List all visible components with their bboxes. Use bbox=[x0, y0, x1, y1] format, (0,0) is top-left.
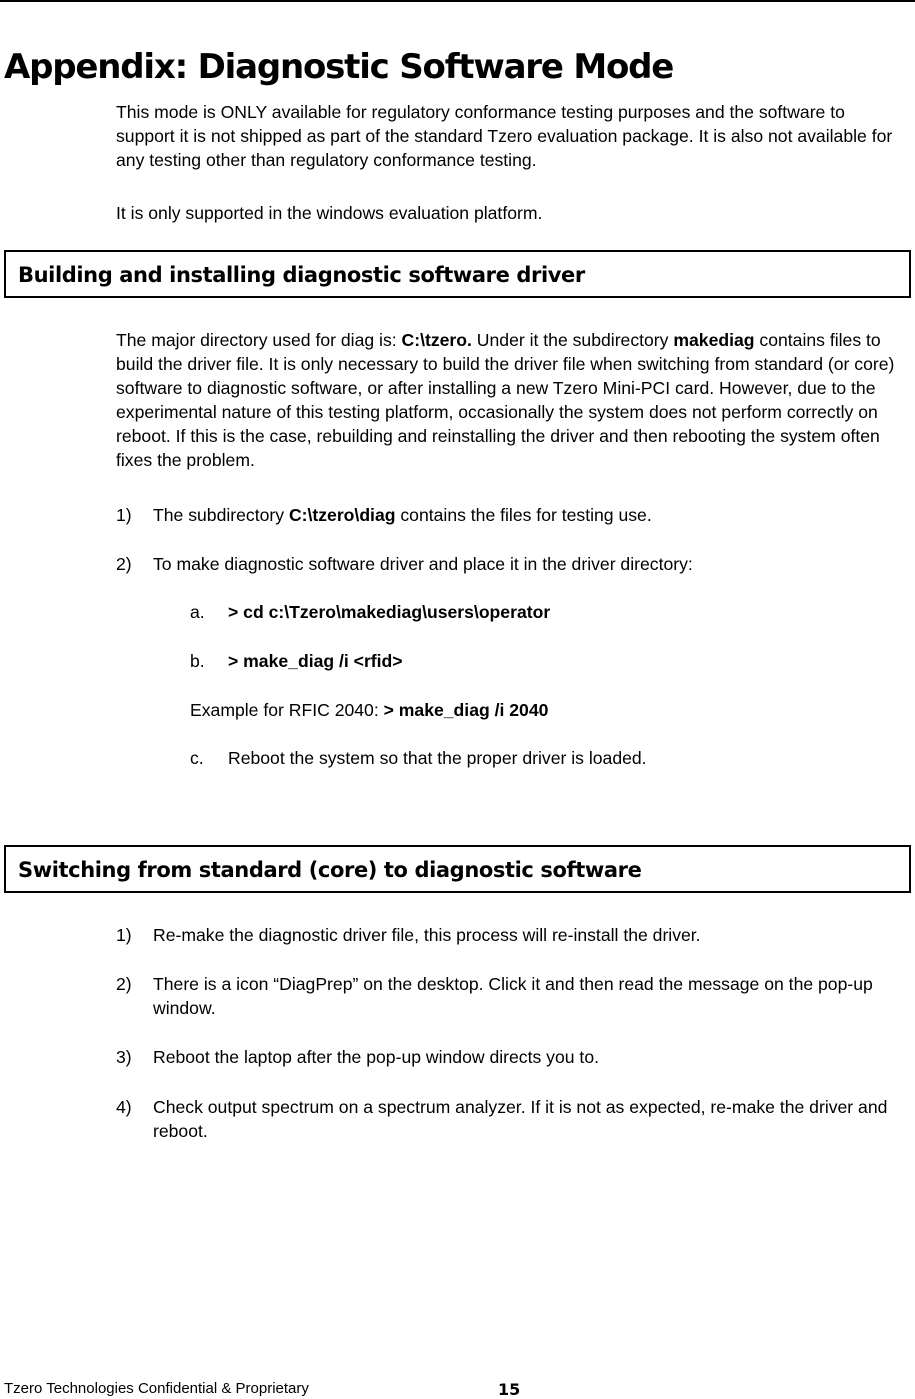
list-text: To make diagnostic software driver and place it in the driver directory: bbox=[153, 554, 693, 574]
section-switching-header bbox=[4, 845, 911, 893]
list-number: 3) bbox=[116, 1047, 132, 1067]
list-number: 1) bbox=[116, 925, 132, 945]
sub-letter: c. bbox=[190, 748, 204, 768]
list-text-part: The subdirectory bbox=[153, 505, 289, 525]
example-line bbox=[190, 698, 890, 722]
command-make-diag: > make_diag /i <rfid> bbox=[228, 651, 403, 671]
subdirectory-name: makediag bbox=[673, 330, 755, 350]
list-number: 4) bbox=[116, 1097, 132, 1117]
list-text: There is a icon “DiagPrep” on the desktop. Click it and then read the message on the pop-up window. bbox=[153, 974, 873, 1018]
section-building-header bbox=[4, 250, 911, 298]
list-text-part: contains the files for testing use. bbox=[395, 505, 652, 525]
page-title: Appendix: Diagnostic Software Mode bbox=[4, 47, 674, 87]
section-building-title: Building and installing diagnostic software driver bbox=[18, 263, 585, 287]
intro-paragraph: This mode is ONLY available for regulatory conformance testing purposes and the software to support it is not shipped as part of the standard Tzero evaluation package. It is also not available for any testing other than regulatory conformance testing. bbox=[116, 102, 893, 170]
sub-text: Reboot the system so that the proper driver is loaded. bbox=[228, 748, 647, 768]
list-text: Check output spectrum on a spectrum analyzer. If it is not as expected, re-make the driver and reboot. bbox=[153, 1097, 888, 1141]
sub-letter: a. bbox=[190, 602, 205, 622]
list-number: 2) bbox=[116, 554, 132, 574]
sub-letter: b. bbox=[190, 651, 205, 671]
diag-path: C:\tzero\diag bbox=[288, 505, 396, 525]
section-switching-title: Switching from standard (core) to diagnostic software bbox=[18, 858, 642, 882]
top-rule bbox=[0, 0, 915, 2]
footer-company: Tzero Technologies Confidential & Proprietary bbox=[4, 1380, 309, 1397]
list-text: Re-make the diagnostic driver file, this process will re-install the driver. bbox=[153, 925, 701, 945]
intro-platform-note: It is only supported in the windows evaluation platform. bbox=[116, 203, 543, 223]
list-number: 2) bbox=[116, 974, 132, 994]
list-text bbox=[153, 503, 908, 527]
list-text: Reboot the laptop after the pop-up window directs you to. bbox=[153, 1047, 599, 1067]
para-text: The major directory used for diag is: bbox=[116, 330, 402, 350]
example-label: Example for RFIC 2040: bbox=[190, 700, 384, 720]
para-text: Under it the subdirectory bbox=[471, 330, 674, 350]
directory-path: C:\tzero. bbox=[401, 330, 472, 350]
command-cd: > cd c:\Tzero\makediag\users\operator bbox=[228, 602, 551, 622]
list-number: 1) bbox=[116, 505, 132, 525]
para-text: contains files to build the driver file. It is only necessary to build the driver file when switching from standard (or core) software to diagnostic software, or after installing a new Tzero Mini-PCI card. However, due to the experimental nature of this testing platform, occasionally the system does not perform correctly on reboot. If this is the case, rebuilding and reinstalling the driver and then rebooting the system often fixes the problem. bbox=[116, 330, 895, 470]
page-number: 15 bbox=[498, 1380, 521, 1399]
example-command: > make_diag /i 2040 bbox=[383, 700, 549, 720]
section-building-paragraph bbox=[116, 328, 908, 472]
